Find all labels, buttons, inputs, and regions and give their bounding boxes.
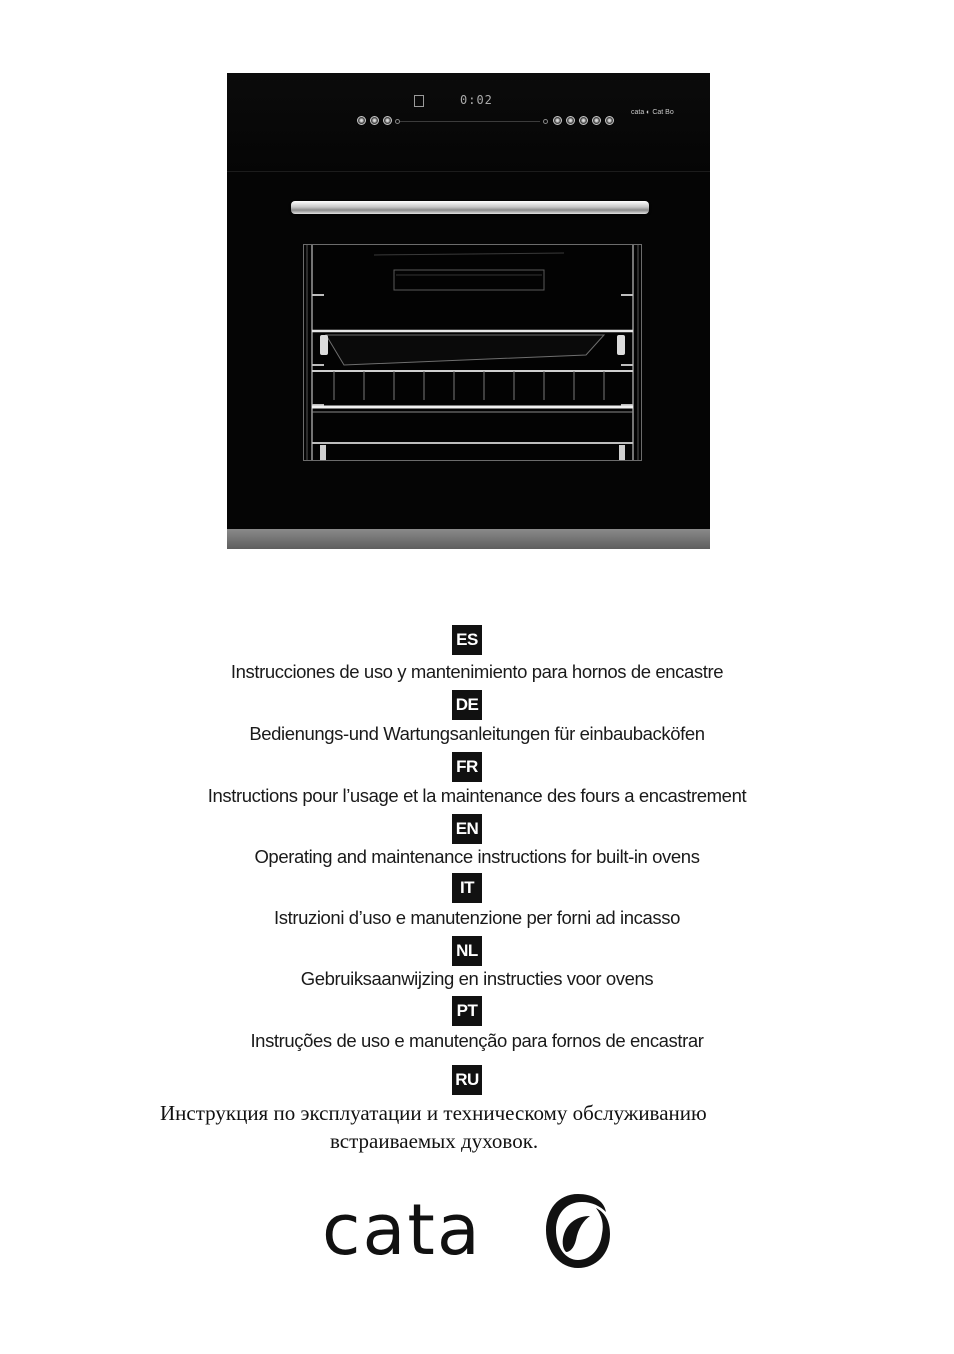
oven-button-icon — [383, 116, 392, 125]
language-title-ru-line2: встраиваемых духовок. — [330, 1129, 539, 1153]
language-tag-nl: NL — [452, 936, 482, 966]
oven-button-icon — [579, 116, 588, 125]
oven-button-icon — [592, 116, 601, 125]
language-title-es: Instrucciones de uso y mantenimiento para hornos de encastre — [230, 661, 724, 682]
language-tag-it: IT — [452, 873, 482, 903]
oven-left-buttons — [357, 116, 392, 125]
cata-swirl-logo-icon — [544, 1190, 612, 1272]
oven-button-icon — [553, 116, 562, 125]
oven-display-time: 0:02 — [460, 93, 493, 107]
oven-bottom-trim — [227, 529, 710, 549]
oven-button-icon — [370, 116, 379, 125]
oven-panel-brand: cata ◐ Cat Bo — [631, 109, 674, 116]
oven-window — [303, 244, 642, 461]
language-tag-en: EN — [452, 814, 482, 844]
oven-display-icon — [414, 95, 424, 107]
language-title-en: Operating and maintenance instructions for built-in ovens — [254, 846, 700, 867]
language-title-ru-line1: Инструкция по эксплуатации и техническому обслуживанию — [160, 1101, 707, 1125]
oven-panel-dot-icon — [543, 119, 548, 124]
language-tag-pt: PT — [452, 996, 482, 1026]
language-tag-de: DE — [452, 690, 482, 720]
oven-button-icon — [566, 116, 575, 125]
oven-interior-illustration — [304, 245, 641, 460]
oven-door-handle — [291, 201, 649, 214]
oven-right-buttons — [553, 116, 614, 125]
oven-panel-line — [400, 121, 540, 122]
logo-wordmark: cata — [322, 1189, 482, 1271]
language-title-it: Istruzioni d’uso e manutenzione per forni ad incasso — [274, 907, 680, 928]
language-title-pt: Instruções de uso e manutenção para fornos de encastrar — [250, 1030, 704, 1051]
oven-image — [227, 73, 710, 549]
language-tag-fr: FR — [452, 752, 482, 782]
oven-control-panel — [227, 73, 710, 172]
language-title-nl: Gebruiksaanwijzing en instructies voor ovens — [300, 968, 654, 989]
oven-button-icon — [357, 116, 366, 125]
language-title-fr: Instructions pour l’usage et la maintenance des fours a encastrement — [207, 785, 747, 806]
language-title-de: Bedienungs-und Wartungsanleitungen für einbaubacköfen — [249, 723, 705, 744]
language-tag-es: ES — [452, 625, 482, 655]
cata-logo — [322, 1188, 622, 1274]
oven-button-icon — [605, 116, 614, 125]
language-tag-ru: RU — [452, 1065, 482, 1095]
